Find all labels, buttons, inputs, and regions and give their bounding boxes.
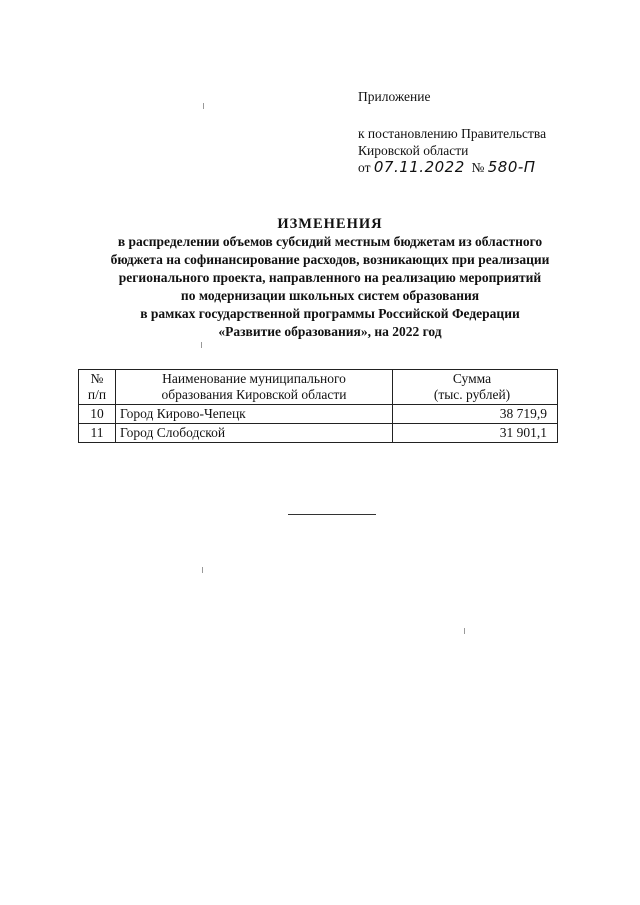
row-name: Город Кирово-Чепецк [116, 405, 393, 424]
scan-speck [201, 342, 202, 348]
subtitle-line-6: «Развитие образования», на 2022 год [218, 324, 442, 339]
header-sum-line-2: (тыс. рублей) [433, 387, 511, 402]
header-number [79, 370, 116, 405]
subtitle-line-2: бюджета на софинансирование расходов, возникающих при реализации [110, 252, 550, 267]
header-sum [393, 370, 558, 405]
subtitle-line-4: по модернизации школьных систем образования [180, 288, 480, 303]
reference-date-line [358, 159, 546, 176]
subtitle-line-3: регионального проекта, направленного на реализацию мероприятий [118, 270, 542, 285]
document-title: ИЗМЕНЕНИЯ [277, 216, 383, 232]
reference-line-2: Кировской области [358, 143, 469, 158]
subtitle-line-5: в рамках государственной программы Российской Федерации [140, 306, 520, 321]
header-name [116, 370, 393, 405]
row-number: 11 [79, 424, 116, 443]
header-name-line-2: образования Кировской области [161, 387, 347, 402]
header-name-line-1: Наименование муниципального [162, 371, 346, 386]
reference-line-1: к постановлению Правительства [358, 126, 547, 141]
header-number-line-2: п/п [87, 387, 107, 402]
header-sum-line-1: Сумма [452, 371, 492, 386]
subsidy-table [78, 369, 558, 443]
scan-speck [464, 628, 465, 634]
header-number-line-1: № [90, 371, 104, 386]
table-row [79, 405, 558, 424]
closing-separator [288, 514, 376, 515]
reference-from-prefix: от [358, 160, 371, 175]
reference-date: 07.11.2022 [373, 158, 465, 176]
appendix-label: Приложение [358, 89, 431, 104]
scan-speck [202, 567, 203, 573]
row-sum: 38 719,9 [393, 405, 558, 424]
document-title-block [60, 215, 600, 341]
document-subtitle [60, 233, 600, 341]
subtitle-line-1: в распределении объемов субсидий местным бюджетам из областного [117, 234, 543, 249]
resolution-reference [358, 125, 546, 176]
row-number: 10 [79, 405, 116, 424]
scan-speck [203, 103, 204, 109]
row-name: Город Слободской [116, 424, 393, 443]
reference-number: 580-П [487, 158, 536, 176]
reference-number-prefix: № [471, 160, 485, 175]
table-header-row [79, 370, 558, 405]
table-row [79, 424, 558, 443]
row-sum: 31 901,1 [393, 424, 558, 443]
